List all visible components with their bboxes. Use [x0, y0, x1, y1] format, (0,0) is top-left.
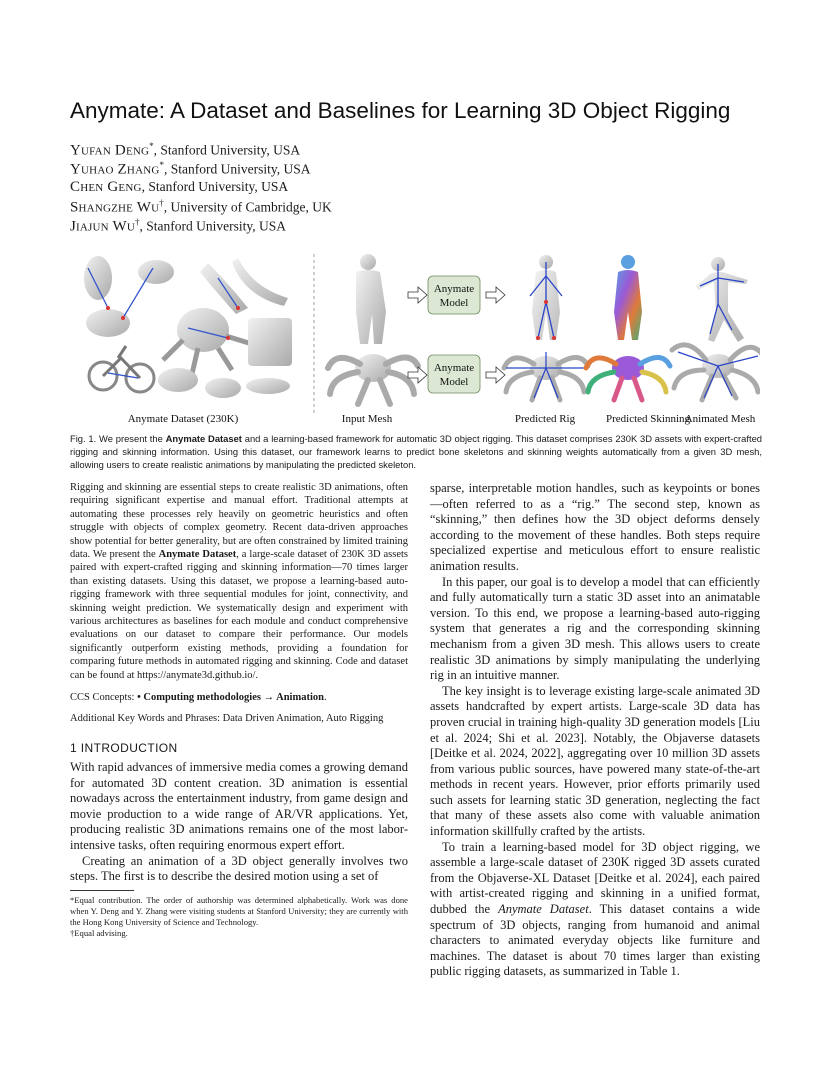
- keywords: Additional Key Words and Phrases: Data Driven Animation, Auto Rigging: [70, 713, 384, 724]
- dataset-collage: [84, 256, 292, 398]
- label-input-mesh: Input Mesh: [341, 413, 393, 425]
- author-affiliation: , Stanford University, USA: [153, 142, 301, 158]
- ccs-end: .: [323, 692, 327, 703]
- animated-mesh-human: [696, 257, 748, 342]
- footnote: *Equal contribution. The order of authorship was determined alphabetically. Work was done when Y. Deng and Y. Zhang were visiting students at Stanford University; they are currently with the Hong Kong University of Science and Technology.: [70, 895, 408, 927]
- animated-mesh-spider: [672, 345, 760, 400]
- teaser-figure: [68, 248, 760, 428]
- intro-paragraph: [430, 840, 760, 980]
- abstract-text: Rigging and skinning are essential steps to create realistic 3D animations, often requiring significant expertise and manual effort. Traditional attempts at automating these processes rely heavily on geometric heuristics and often struggle with objects of complex geometry. Recent data-driven approaches show potential for better generality, but are often constrained by limited training data. We present the: [70, 482, 408, 561]
- intro-text: . This dataset contains a wide spectrum of 3D objects, ranging from humanoid and animal characters to animated everyday objects like furniture and machines. The dataset is about 70 times larger than existing public rigging datasets, as summarized in Table 1.: [430, 902, 760, 979]
- box-label-line2: Model: [439, 376, 469, 388]
- ccs-bold: • Computing methodologies → Animation: [137, 692, 324, 703]
- author-3: [70, 179, 288, 196]
- figure-caption: [70, 432, 762, 471]
- label-animated-mesh: Animated Mesh: [684, 413, 756, 425]
- author-affiliation: , Stanford University, USA: [164, 161, 311, 177]
- section-heading: 1 INTRODUCTION: [70, 741, 178, 755]
- input-mesh-human: [356, 254, 386, 344]
- label-predicted-skinning: Predicted Skinning: [605, 413, 691, 425]
- box-label-line1: Anymate: [433, 283, 475, 295]
- caption-bold: Anymate Dataset: [165, 433, 242, 444]
- ccs-concepts: [70, 691, 408, 704]
- intro-right: [430, 481, 760, 980]
- author-mark: *: [159, 160, 164, 170]
- author-name: Jiajun Wu: [70, 218, 135, 235]
- anymate-model-box-1: [428, 276, 480, 314]
- author-5: [70, 217, 286, 236]
- author-affiliation: , University of Cambridge, UK: [163, 199, 332, 215]
- author-affiliation: , Stanford University, USA: [139, 218, 286, 234]
- author-mark: *: [149, 141, 154, 151]
- predicted-rig-spider: [504, 352, 588, 400]
- input-mesh-spider: [328, 354, 418, 404]
- predicted-rig-human: [530, 255, 562, 340]
- author-mark: †: [135, 217, 140, 227]
- caption-prefix: Fig. 1. We present the: [70, 433, 166, 444]
- intro-paragraph: The key insight is to leverage existing large-scale animated 3D assets handcrafted by expert artists. Large-scale 3D data has proven crucial in training high-quality 3D generation models [Liu et al. 2024; Shi et al. 2023]. Notably, the Objaverse datasets [Deitke et al. 2024, 2022], aggregating over 10 million 3D assets from various public sources, have powered many state-of-the-art methods in recent years. However, prior efforts primarily used such assets for learning static 3D generation, neglecting the fact that many of these assets also come with valuable animation information skillfully crafted by the artists.: [430, 683, 760, 839]
- author-1: [70, 141, 300, 160]
- anymate-model-box-2: [428, 355, 480, 393]
- footnote-rule: [70, 890, 134, 891]
- intro-paragraph: With rapid advances of immersive media comes a growing demand for automated 3D content creation. 3D animation is essential nowadays across the entertainment industry, from game design and movie production to a wide range of AR/VR applications. Yet, producing realistic 3D animations remains one of the most labor-intensive tasks, often requiring enormous expert effort.: [70, 760, 408, 852]
- paper-title: Anymate: A Dataset and Baselines for Learning 3D Object Rigging: [70, 98, 731, 123]
- box-label-line2: Model: [439, 297, 469, 309]
- intro-paragraph: sparse, interpretable motion handles, such as keypoints or bones—often referred to as a “rig.” The second step, known as “skinning,” then defines how the 3D object deforms densely according to the movement of these handles. Both steps require specialized expertise and meticulous effort to ensure realistic animation results.: [430, 481, 760, 573]
- footnote: †Equal advising.: [70, 928, 128, 938]
- footnotes: [70, 895, 408, 939]
- abstract: [70, 481, 408, 682]
- box-label-line1: Anymate: [433, 362, 475, 374]
- arrow-2: [486, 287, 505, 303]
- author-name: Yuhao Zhang: [70, 161, 160, 178]
- author-4: [70, 198, 332, 217]
- intro-italic: Anymate Dataset: [498, 902, 589, 917]
- author-name: Yufan Deng: [70, 142, 150, 159]
- author-name: Shangzhe Wu: [70, 199, 160, 216]
- intro-text: To train a learning-based model for 3D object rigging, we assemble a large-scale dataset of 230K rigged 3D assets curated from the Objaverse-XL Dataset [Deitke et al. 2024], each paired with artist-created rigging and skinning in a unified format, dubbed the: [430, 839, 760, 917]
- label-dataset: Anymate Dataset (230K): [127, 413, 239, 425]
- author-name: Chen Geng: [70, 179, 142, 195]
- caption-text: and a learning-based framework for automatic 3D object rigging. This dataset comprises 230K 3D assets with expert-crafted rigging and skinning information. Using this dataset, our framework learns to predict bone skeletons and skinning weights automatically from a given 3D mesh, allowing users to create realistic animations by manipulating the predicted skeleton.: [70, 433, 763, 470]
- label-predicted-rig: Predicted Rig: [514, 413, 576, 425]
- ccs-label: CCS Concepts:: [70, 692, 138, 703]
- intro-left: [70, 760, 408, 885]
- abstract-text: , a large-scale dataset of 230K 3D assets paired with expert-crafted rigging and skinning information—70 times larger than existing datasets. Using this dataset, we propose a learning-based auto-rigging framework with three sequential modules for joint, connectivity, and skinning weight prediction. We systematically design and experiment with various architectures as baselines for each module and conduct comprehensive evaluations on our dataset to compare their performance. Our models significantly outperform existing methods, providing a foundation for comparing future methods in automated rigging and skinning. Code and dataset can be found at https://anymate3d.github.io/.: [70, 549, 408, 681]
- intro-paragraph: Creating an animation of a 3D object generally involves two steps. The first is to describe the desired motion using a set of: [70, 853, 408, 884]
- arrow-1: [408, 287, 427, 303]
- author-2: [70, 160, 311, 179]
- predicted-skinning-spider: [586, 356, 670, 400]
- abstract-bold: Anymate Dataset: [158, 549, 237, 561]
- intro-paragraph: In this paper, our goal is to develop a model that can efficiently and fully automatically turn a static 3D asset into an animatable version. To this end, we propose a learning-based auto-rigging system that generates a rig and the corresponding skinning mechanism from a given 3D mesh. This allows users to create realistic 3D animations by simply manipulating the underlying rig in an intuitive manner.: [430, 574, 760, 683]
- predicted-skinning-human: [614, 255, 642, 340]
- author-affiliation: , Stanford University, USA: [141, 179, 289, 194]
- author-mark: †: [159, 198, 164, 208]
